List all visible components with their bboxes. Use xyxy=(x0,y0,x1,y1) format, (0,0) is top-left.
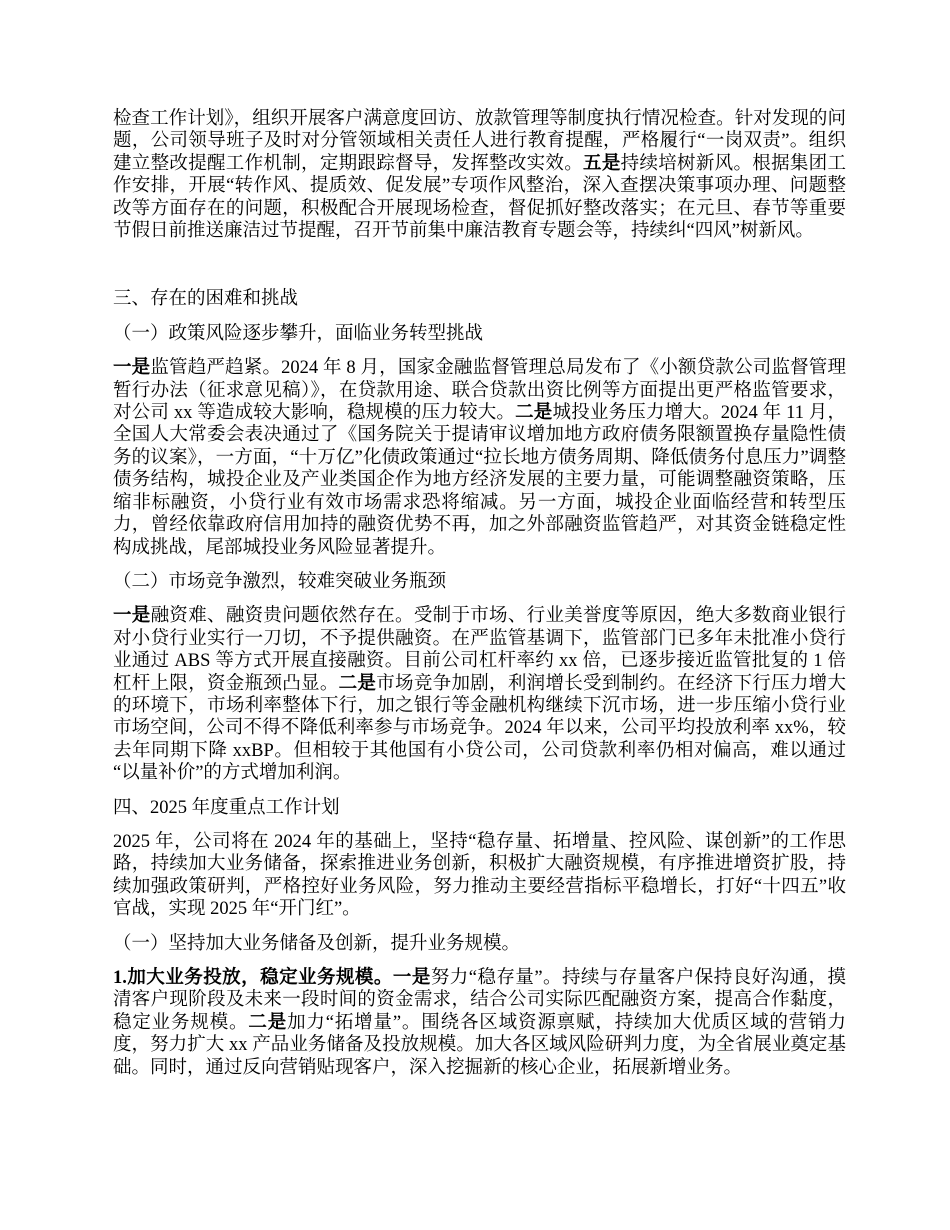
text-run: 融资难、融资贵问题依然存在。受制于市场、行业美誉度等原因，绝大多数商业银行对小贷行业实行一刀切，不予提供融资。在严监管基调下，监管部门已多年未批准小贷行业通过 ABS 等方式开展直接融资。目前公司杠杆率约 xx 倍，已逐步接近监管批复的 1 倍杠杆上限，资金瓶颈凸显。 xyxy=(113,606,846,694)
text-run: 加力“拓增量”。围绕各区域资源禀赋，持续加大优质区域的营销力度，努力扩大 xx 产品业务储备及投放规模。加大各区域风险研判力度，为全省展业奠定基础。同时，通过反向营销贴现客户，深入挖掘新的核心企业，拓展新增业务。 xyxy=(113,1012,846,1078)
subsection-heading xyxy=(113,933,846,955)
text-run: 三、存在的困难和挑战 xyxy=(113,289,299,310)
text-run: （二）市场竞争激烈，较难突破业务瓶颈 xyxy=(113,571,447,592)
text-run: （一）坚持加大业务储备及创新，提升业务规模。 xyxy=(113,933,521,954)
bold-text-run: 二是 xyxy=(338,673,377,694)
bold-text-run: 一是 xyxy=(113,606,151,627)
bold-text-run: 1.加大业务投放，稳定业务规模。一是 xyxy=(113,968,431,988)
body-paragraph xyxy=(113,967,846,1079)
bold-text-run: 一是 xyxy=(113,358,151,379)
document-body xyxy=(113,108,846,1079)
text-run: 2025 年，公司将在 2024 年的基础上，坚持“稳存量、拓增量、控风险、谋创新”的工作思路，持续加大业务储备，探索推进业务创新，积极扩大融资规模，有序推进增资扩股，持续加强政策研判，严格控好业务风险，努力推动主要经营指标平稳增长，打好“十四五”收官战，实现 2025 年“开门红”。 xyxy=(113,831,846,920)
text-run: 四、2025 年度重点工作计划 xyxy=(113,797,340,818)
body-paragraph xyxy=(113,605,846,784)
text-run: 监管趋严趋紧。2024 年 8 月，国家金融监督管理总局发布了《小额贷款公司监督管理暂行办法（征求意见稿）》，在贷款用途、联合贷款出资比例等方面提出更严格监管要求，对公司 xx 等造成较大影响，稳规模的压力较大。 xyxy=(113,358,846,424)
text-run: 城投业务压力增大。2024 年 11 月，全国人大常委会表决通过了《国务院关于提请审议增加地方政府债务限额置换存量隐性债务的议案》，一方面，“十万亿”化债政策通过“拉长地方债务周期、降低债务付息压力”调整债务结构，城投企业及产业类国企作为地方经济发展的主要力量，可能调整融资策略，压缩非标融资，小贷行业有效市场需求恐将缩减。另一方面，城投企业面临经营和转型压力，曾经依靠政府信用加持的融资优势不再，加之外部融资监管趋严，对其资金链稳定性构成挑战，尾部城投业务风险显著提升。 xyxy=(113,403,846,558)
subsection-heading xyxy=(113,571,846,593)
text-run: 市场竞争加剧，利润增长受到制约。在经济下行压力增大的环境下，市场利率整体下行，加之银行等金融机构继续下沉市场，进一步压缩小贷行业市场空间，公司不得不降低利率参与市场竞争。2024 年以来，公司平均投放利率 xx%，较去年同期下降 xxBP。但相较于其他国有小贷公司，公司贷款利率仍相对偏高，难以通过“以量补价”的方式增加利润。 xyxy=(113,673,846,784)
body-paragraph xyxy=(113,357,846,559)
text-run: 检查工作计划》，组织开展客户满意度回访、放款管理等制度执行情况检查。针对发现的问题，公司领导班子及时对分管领域相关责任人进行教育提醒，严格履行“一岗双责”。组织建立整改提醒工作机制，定期跟踪督导，发挥整改实效。 xyxy=(113,109,846,174)
bold-text-run: 二是 xyxy=(515,403,553,424)
bold-text-run: 五是 xyxy=(583,153,621,174)
text-run: 努力“稳存量”。持续与存量客户保持良好沟通，摸清客户现阶段及未来一段时间的资金需求，结合公司实际匹配融资方案，提高合作黏度，稳定业务规模。 xyxy=(113,968,846,1033)
text-run: （一）政策风险逐步攀升，面临业务转型挑战 xyxy=(113,323,484,344)
text-run: 持续培树新风。根据集团工作安排，开展“转作风、提质效、促发展”专项作风整治，深入查摆决策事项办理、问题整改等方面存在的问题，积极配合开展现场检查，督促抓好整改落实；在元旦、春节等重要节假日前推送廉洁过节提醒，召开节前集中廉洁教育专题会等，持续纠“四风”树新风。 xyxy=(113,153,846,242)
bold-text-run: 二是 xyxy=(248,1012,288,1033)
section-heading xyxy=(113,288,846,310)
subsection-heading xyxy=(113,323,846,345)
section-heading xyxy=(113,797,846,819)
body-paragraph xyxy=(113,108,846,242)
body-paragraph xyxy=(113,831,846,921)
